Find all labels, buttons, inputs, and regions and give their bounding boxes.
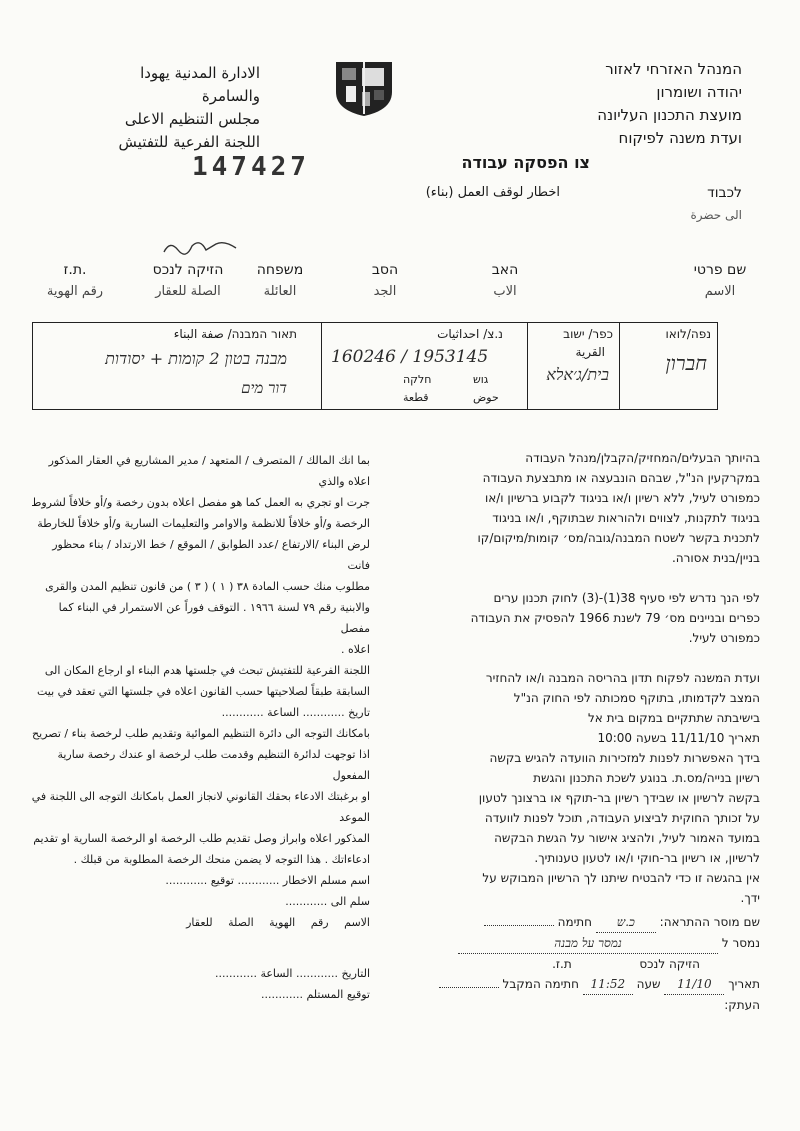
parcel-label-arabic: قطعة [403,391,429,404]
arabic-body-line: ادعاءاتك . هذا التوجه لا يضمن منحك الرخصة المطلوبة من قبلك . [73,853,370,866]
handed-id-label: ת.ז. [552,957,572,971]
receiver-sign-line [439,987,499,988]
arabic-body-line: التاريخ ............ الساعة ............ [215,967,370,980]
hebrew-body-line: תאריך 11/11/10 בשעה 10:00 [597,731,760,745]
arabic-header-line: الادارة المدنية يهودا [140,64,260,82]
hebrew-header [462,58,742,150]
addressee-label-arabic: الى حضرة [690,208,742,222]
gush-label: גוש [473,373,489,386]
hebrew-body-line: במקרקעין הנ"ל, שבהם הונבעצה או מתבצעת העבודה [482,471,760,485]
handwritten-name-scrawl [160,236,240,258]
hebrew-body-line: רשיון בנייה/מס.ת. בנוגע לשכת התכנון והגשת [533,771,760,785]
spacer [385,568,760,588]
handed-value: נמסר על מבנה [458,933,718,954]
hebrew-body-line: על זכותך החוקית לביצוע העבודה, תוכל לפנות לוועדה [484,811,760,825]
arabic-body-line: الاسم رقم الهوية الصلة للعقار [186,916,370,929]
father-label: האב [491,262,519,278]
copy-label: העתק: [724,998,760,1012]
arabic-body-line: او برغبتك الادعاء بحقك القانوني لانجاز العمل بامكانك التوجه الى اللجنة في الموعد [31,790,370,824]
receipt-row [385,974,760,995]
first-name-label: שם פרטי [693,262,747,278]
order-title: צו הפסקה עבודה [461,153,590,172]
district-value: חברון [665,351,707,375]
receipt-date-value: 11/10 [664,974,724,995]
father-column [470,262,540,299]
receiver-sign-label: חתימה המקבל [502,977,580,991]
arabic-body-line: السابقة طبقاً لصلاحيتها حسب القانون اعلاه في جلستها التي تعقد في بيت [36,685,370,698]
relation-label: הזיקה לנכס [152,262,224,278]
hebrew-header-line: ועדת משנה לפיקוח [618,129,742,147]
addressee-label: לכבוד [707,185,742,201]
receipt-hour-label: שעה [636,977,661,991]
hebrew-body-line: בניגוד לתקנות, לצווים ולהוראות שבתוקף, ו/או בניגוד [492,511,760,525]
arabic-body-line: اذا توجهت لدائرة التنظيم وقدمت طلب لرخصة او عندك رخصة سارية المفعول [57,748,370,782]
hebrew-body-line: במועד האמור לעיל, ולהציג אישור על הגשת הבקשה [494,831,760,845]
arabic-body-line: سلم الى ............ [285,895,370,908]
arabic-body-line: اللجنة الفرعية للتفتيش تبحث في جلستها هدم البناء او ارجاع المكان الى [44,664,370,677]
arabic-body-line: المذكور اعلاه وابراز وصل تقديم طلب الرخصة او الرخصة السارية او تقديم [33,832,370,845]
hebrew-body-line: אין בהגשה זו כדי להבטיח שיתנו לך הרשיון המבוקש על [482,871,760,885]
arabic-body-line: والابنية رقم ٧٩ لسنة ١٩٦٦ . التوقف فوراً عن الاستمرار في البناء كما مفصل [58,601,370,635]
arabic-body-line: اسم مسلم الاخطار ............ توقيع ............ [165,874,370,887]
village-header: כפר/ ישוב [563,327,613,341]
table-divider [619,323,620,409]
relation-column [138,262,238,299]
order-number: 147427 [192,152,310,182]
hebrew-body-line: ידך. [740,891,760,905]
district-header: נפה/לואו [665,327,711,341]
grandfather-label-arabic: الجد [373,284,397,299]
id-column [30,262,120,299]
handed-label: נמסר ל [721,936,760,950]
gush-label-arabic: حوض [473,391,499,404]
spacer [30,933,370,963]
coat-of-arms-emblem [332,58,396,118]
officer-label: שם מוסר ההתראה: [659,915,760,929]
arabic-body-line: الرخصة و/أو خلافاً للانظمة والاوامر والتعليمات السارية و/أو خلافاً للخارطة [37,517,370,530]
spacer [385,648,760,668]
relation-id-row [385,954,760,974]
table-divider [321,323,322,409]
village-header-arabic: القرية [575,345,605,359]
arabic-body-line: اعلاه . [341,643,370,656]
arabic-header-line: والسامرة [201,87,260,105]
village-value: בית/ג׳אלא [546,365,609,384]
arabic-header-line: اللجنة الفرعية للتفتيش [118,133,260,151]
arabic-body [30,450,370,1005]
officer-sign-line [484,925,554,926]
building-value: מבנה בטון 2 קומות + יסודות [105,349,287,368]
arabic-body-line: توقيع المستلم ............ [261,988,370,1001]
arabic-header [30,62,260,154]
receipt-date-label: תאריך [728,977,760,991]
receipt-hour-value: 11:52 [583,974,633,995]
id-label: ת.ז. [63,262,87,278]
grandfather-label: הסב [371,262,399,278]
hebrew-body-line: המצב לקדמותו, בתוקף סמכותה לפי החוק הנ"ל [513,691,760,705]
first-name-column [680,262,760,299]
building-value-line-2: דור מים [241,379,287,397]
arabic-body-line: بما انك المالك / المتصرف / المتعهد / مدير المشاريع في العقار المذكور اعلاه والذي [48,454,370,488]
handed-relation-label: הזיקה לנכס [639,957,700,971]
hebrew-header-line: מועצת התכנון העליונה [597,106,742,124]
officer-value: כ.ש [596,912,656,933]
family-label: משפחה [256,262,304,278]
arabic-body-line: جرت او تجري به العمل كما هو مفصل اعلاه بدون رخصة و/أو خلافاً لشروط [31,496,370,509]
father-label-arabic: الاب [493,284,517,299]
arabic-body-line: تاريخ ............ الساعة ............ [221,706,370,719]
hebrew-body-line: כפרים ובניינים מס׳ 79 לשנת 1966 להפסיק את העבודה [470,611,760,625]
hebrew-body [385,448,760,1015]
id-label-arabic: رقم الهوية [46,284,104,299]
hebrew-body-line: ועדת המשנה לפקוח תדון בהריסה המבנה ו/או להחזיר [485,671,760,685]
arabic-body-line: لرض البناء /الارتفاع /عدد الطوابق / الموقع / خط الارتداد / بناء محظور فانت [52,538,370,572]
parcel-label: חלקה [403,373,432,386]
family-column [240,262,320,299]
handed-row [385,933,760,954]
table-divider [527,323,528,409]
hebrew-header-line: יהודה ושומרון [656,83,742,101]
coordinates-value: 160246 / 1953145 [331,347,489,367]
officer-sign-label: חתימה [557,915,593,929]
hebrew-body-line: לפי הנך נדרש לפי סעיף 38(1)-(3) לחוק תכנון ערים [493,591,760,605]
arabic-body-line: مطلوب منك حسب المادة ٣٨ ( ١ ) ( ٣ ) من قانون تنظيم المدن والقرى [45,580,370,593]
first-name-label-arabic: الاسم [704,284,736,299]
hebrew-header-line: המנהל האזרחי לאזור [605,60,742,78]
hebrew-body-line: לתכנית בקשר לשטח המבנה/גובה/מס׳ קומות/מיקום/קו [477,531,760,545]
officer-row [385,912,760,933]
hebrew-body-line: בידך האפשרות לפנות למזכירות הוועדה להגיש בקשה [489,751,760,765]
hebrew-body-line: כמפורט לעיל. [688,631,760,645]
hebrew-body-line: לרשיון, או רשיון בר-חוקי ו/או לטעון טענותיך. [534,851,760,865]
arabic-body-line: بامكانك التوجه الى دائرة التنظيم الموائية وتقديم طلب لرخصة بناء / تصريح [32,727,370,740]
hebrew-body-line: בהיותך הבעלים/המחזיק/הקבלן/מנהל העבודה [525,451,760,465]
order-subtitle: اخطار لوقف العمل (بناء) [425,185,560,200]
arabic-header-line: مجلس التنظيم الاعلى [124,110,260,128]
property-info-table [32,322,718,410]
grandfather-column [350,262,420,299]
hebrew-body-line: בישיבתה שתתקיים במקום בית אל [587,711,760,725]
family-label-arabic: العائلة [263,284,297,299]
coordinates-header: נ.צ/ احداثيات [437,327,503,341]
relation-label-arabic: الصلة للعقار [155,284,221,299]
building-header: תאור המבנה/ صفة البناء [173,327,297,341]
hebrew-body-line: בניין/בנית אסורה. [671,551,760,565]
hebrew-body-line: בקשה לרשיון או שבידך רשיון בר-תוקף או ברצונך לטעון [478,791,760,805]
hebrew-body-line: כמפורט לעיל, ללא רשיון ו/או בניגוד לקבוע ברשיון ו/או [484,491,760,505]
